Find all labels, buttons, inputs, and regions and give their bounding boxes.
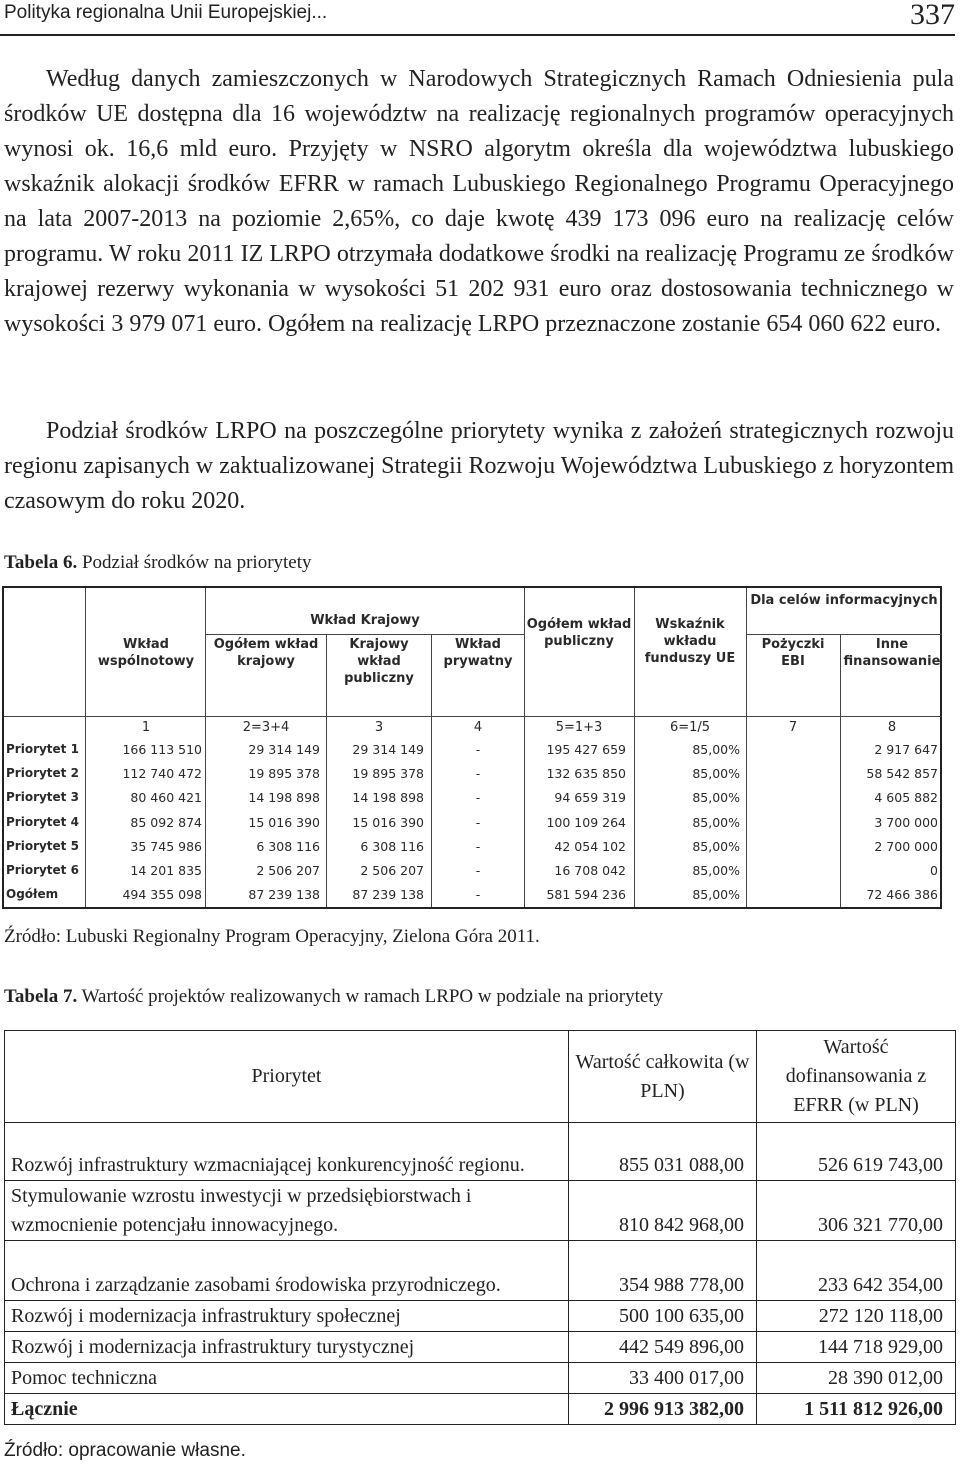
t6-header-inne: Inne finansowanie (843, 637, 941, 669)
t6-cell: 112 740 472 (122, 766, 202, 782)
t6-cell: - (475, 887, 481, 903)
t6-row-label: Priorytet 4 (6, 814, 79, 829)
t6-cell: 6 308 116 (360, 838, 424, 854)
t7-header-priorytet: Priorytet (5, 1031, 569, 1123)
t7-cell-total: 442 549 896,00 (569, 1332, 757, 1363)
t7-row (5, 1332, 956, 1363)
t6-cell: 85 092 874 (130, 814, 202, 830)
t7-row (5, 1301, 956, 1332)
t6-cell: 85,00% (692, 742, 740, 757)
table6 (2, 586, 942, 909)
t6-cell: 6 308 116 (256, 838, 320, 854)
t6-cell: - (475, 838, 481, 854)
t6-row-label: Ogółem (6, 887, 59, 902)
t6-cell: 15 016 390 (352, 814, 424, 830)
t6-cell: 2 917 647 (874, 742, 938, 757)
t7-row (5, 1241, 956, 1301)
t6-cell: 29 314 149 (248, 742, 320, 757)
t6-colnum: 4 (473, 720, 483, 735)
page-number: 337 (910, 0, 955, 31)
t7-cell-total: 500 100 635,00 (569, 1301, 757, 1332)
t6-cell: 87 239 138 (248, 887, 320, 903)
t7-cell-total: 2 996 913 382,00 (569, 1394, 757, 1425)
t7-cell-efrr: 272 120 118,00 (757, 1301, 956, 1332)
t6-row-label: Priorytet 1 (6, 742, 79, 756)
t7-cell-name: Rozwój i modernizacja infrastruktury turystycznej (5, 1332, 569, 1363)
table7-caption (4, 986, 663, 1008)
t6-colnum: 7 (788, 720, 798, 735)
t6-cell: 29 314 149 (352, 742, 424, 757)
t7-header-wartosc-calkowita: Wartość całkowita (w PLN) (569, 1031, 757, 1123)
t7-cell-efrr: 233 642 354,00 (757, 1241, 956, 1301)
t6-cell: 100 109 264 (546, 814, 626, 830)
t6-cell: 166 113 510 (122, 742, 202, 757)
t6-cell: 15 016 390 (248, 814, 320, 830)
t6-cell: 2 506 207 (360, 863, 424, 878)
t6-cell: 85,00% (692, 814, 740, 830)
t6-grid-line (85, 588, 86, 907)
t6-cell: 85,00% (692, 790, 740, 806)
t6-cell: 581 594 236 (546, 887, 626, 903)
table6-caption-text: Podział środków na priorytety (77, 552, 312, 573)
t7-cell-total: 354 988 778,00 (569, 1241, 757, 1301)
t6-cell: 494 355 098 (122, 887, 202, 903)
t7-cell-efrr: 1 511 812 926,00 (757, 1394, 956, 1425)
t6-colnum: 6=1/5 (669, 720, 711, 735)
t6-header-ogolem-wklad-publiczny: Ogółem wkład publiczny (526, 617, 632, 649)
t7-cell-total: 855 031 088,00 (569, 1123, 757, 1181)
t6-cell: 72 466 386 (866, 887, 938, 903)
t7-cell-name: Rozwój infrastruktury wzmacniającej konkurencyjność regionu. (5, 1123, 569, 1181)
table6-source: Źródło: Lubuski Regionalny Program Operacyjny, Zielona Góra 2011. (4, 926, 540, 947)
body-paragraph-2: Podział środków LRPO na poszczególne priorytety wynika z założeń strategicznych rozwoju regionu zapisanych w zaktualizowanej Strategii Rozwoju Województwa Lubuskiego z horyzontem czasowym do roku 2020. (4, 418, 955, 514)
body-paragraph-1: Według danych zamieszczonych w Narodowych Strategicznych Ramach Odniesienia pula środków UE dostępna dla 16 województw na realizację regionalnych programów operacyjnych wynosi ok. 16,6 mld euro. Przyjęty w NSRO algorytm określa dla województwa lubuskiego wskaźnik alokacji środków EFRR w ramach Lubuskiego Regionalnego Programu Operacyjnego na lata 2007-2013 na poziomie 2,65%, co daje kwotę 439 173 096 euro na realizację celów programu. W roku 2011 IZ LRPO otrzymała dodatkowe środki na realizację Programu ze środków krajowej rezerwy wykonania w wysokości 51 202 931 euro oraz dostosowania technicznego w wysokości 3 979 071 euro. Ogółem na realizację LRPO przeznaczone zostanie 654 060 622 euro. (4, 66, 954, 337)
t6-header-dla-celow: Dla celów informacyjnych (750, 593, 938, 608)
t6-row-label: Priorytet 3 (6, 790, 79, 805)
t6-colnum: 8 (887, 720, 897, 735)
t6-colnum: 3 (374, 720, 384, 735)
t6-cell: 3 700 000 (874, 814, 938, 830)
t6-cell: - (475, 814, 481, 830)
t6-header-wskaznik: Wskaźnik wkładu funduszy UE (644, 617, 736, 666)
t6-header-ogolem-wklad-krajowy: Ogółem wkład krajowy (213, 637, 319, 669)
t6-cell: - (475, 766, 481, 782)
t7-cell-name: Łącznie (5, 1394, 569, 1425)
t6-grid-line (205, 634, 524, 635)
t6-row-label: Priorytet 5 (6, 838, 79, 853)
t7-cell-name: Rozwój i modernizacja infrastruktury społecznej (5, 1301, 569, 1332)
t6-grid-line (746, 588, 747, 907)
t6-cell: 19 895 378 (352, 766, 424, 782)
t6-row-label: Priorytet 2 (6, 766, 79, 781)
t6-cell: 4 605 882 (874, 790, 938, 806)
t6-cell: 14 201 835 (130, 863, 202, 878)
t6-cell: 85,00% (692, 887, 740, 903)
t6-cell: 80 460 421 (130, 790, 202, 806)
t6-cell: 85,00% (692, 838, 740, 854)
t6-colnum: 5=1+3 (555, 720, 603, 735)
t6-cell: - (475, 742, 481, 757)
t7-cell-efrr: 526 619 743,00 (757, 1123, 956, 1181)
t7-row (5, 1181, 956, 1241)
t7-cell-total: 33 400 017,00 (569, 1363, 757, 1394)
running-title: Polityka regionalna Unii Europejskiej... (4, 2, 328, 23)
t7-cell-efrr: 28 390 012,00 (757, 1363, 956, 1394)
t6-cell: 85,00% (692, 863, 740, 878)
t7-body (5, 1123, 956, 1425)
t6-cell: 58 542 857 (866, 766, 938, 782)
t6-cell: 35 745 986 (130, 838, 202, 854)
table6-caption (4, 552, 312, 574)
t7-cell-efrr: 306 321 770,00 (757, 1181, 956, 1241)
t7-header-row (5, 1031, 956, 1123)
t6-cell: 14 198 898 (352, 790, 424, 806)
t6-grid-line (326, 634, 327, 907)
t7-total-row (5, 1394, 956, 1425)
t6-colnum: 1 (141, 720, 151, 735)
t6-header-wklad-wspolnotowy: Wkład wspólnotowy (97, 637, 195, 669)
t7-cell-total: 810 842 968,00 (569, 1181, 757, 1241)
page-header (0, 0, 955, 36)
t6-cell: 19 895 378 (248, 766, 320, 782)
t6-header-wklad-krajowy: Wkład Krajowy (310, 613, 420, 628)
table7-caption-label: Tabela 7. (4, 986, 78, 1007)
t6-cell: 2 700 000 (874, 838, 938, 854)
t7-row (5, 1123, 956, 1181)
t6-cell: 132 635 850 (546, 766, 626, 782)
t6-cell: 42 054 102 (554, 838, 626, 854)
table6-caption-label: Tabela 6. (4, 552, 78, 573)
t6-cell: 2 506 207 (256, 863, 320, 878)
t6-grid-line (840, 634, 841, 907)
t6-cell: 195 427 659 (546, 742, 626, 757)
t7-row (5, 1363, 956, 1394)
t6-cell: 14 198 898 (248, 790, 320, 806)
t6-grid-line (4, 716, 942, 717)
t6-grid-line (524, 588, 525, 907)
t7-cell-name: Ochrona i zarządzanie zasobami środowiska przyrodniczego. (5, 1241, 569, 1301)
t6-cell: 94 659 319 (554, 790, 626, 806)
t6-header-krajowy-wklad-publiczny: Krajowy wkład publiczny (344, 637, 414, 686)
t6-header-pozyczki: Pożyczki EBI (761, 637, 825, 669)
t6-cell: - (475, 863, 481, 878)
t6-cell: 0 (930, 863, 938, 878)
t7-cell-name: Pomoc techniczna (5, 1363, 569, 1394)
table7 (4, 1030, 956, 1425)
t7-cell-name: Stymulowanie wzrostu inwestycji w przedsiębiorstwach i wzmocnienie potencjału innowacyjnego. (5, 1181, 569, 1241)
t6-grid-line (634, 588, 635, 907)
t6-grid-line (746, 634, 942, 635)
table7-caption-text: Wartość projektów realizowanych w ramach LRPO w podziale na priorytety (77, 986, 664, 1007)
t6-row-label: Priorytet 6 (6, 863, 79, 877)
t6-header-wklad-prywatny: Wkład prywatny (443, 637, 513, 669)
t6-grid-line (431, 634, 432, 907)
t7-header-wartosc-dofinansowania: Wartość dofinansowania z EFRR (w PLN) (757, 1031, 956, 1123)
t6-cell: 87 239 138 (352, 887, 424, 903)
t6-cell: 16 708 042 (554, 863, 626, 878)
t6-cell: - (475, 790, 481, 806)
table7-source: Źródło: opracowanie własne. (4, 1440, 246, 1461)
t6-colnum: 2=3+4 (242, 720, 290, 735)
t7-cell-efrr: 144 718 929,00 (757, 1332, 956, 1363)
t6-cell: 85,00% (692, 766, 740, 782)
